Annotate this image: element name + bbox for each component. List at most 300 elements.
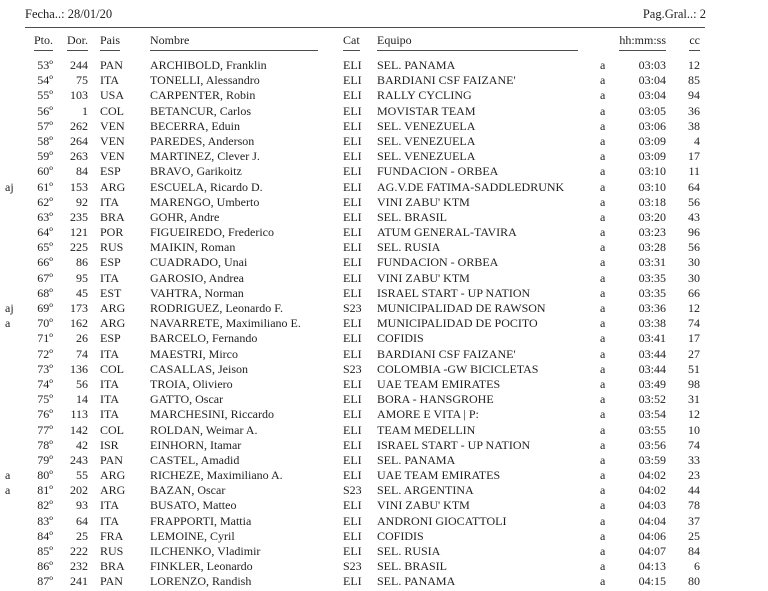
row-dorsal: 225: [70, 240, 88, 255]
row-category: S23: [343, 483, 362, 498]
row-gap-marker: a: [600, 88, 606, 103]
row-position: 78º: [37, 437, 53, 452]
row-team: SEL. RUSIA: [377, 544, 441, 558]
row-time-gap: 04:13: [638, 559, 666, 574]
row-category: ELI: [343, 194, 362, 209]
row-time-gap: 04:04: [638, 513, 666, 528]
table-row: [0, 423, 768, 438]
row-bonus-marker: a: [5, 468, 11, 483]
row-country: ARG: [100, 483, 126, 498]
table-row: [0, 119, 768, 134]
table-row: [0, 574, 768, 589]
row-time-gap: 03:04: [638, 88, 666, 103]
table-row: [0, 331, 768, 346]
row-country: VEN: [100, 133, 125, 148]
row-category: ELI: [343, 346, 362, 361]
row-cc: 23: [688, 468, 700, 483]
row-country: ITA: [100, 73, 120, 88]
col-country: Pais: [100, 33, 120, 51]
row-dorsal: 92: [76, 194, 88, 209]
row-country: PAN: [100, 452, 123, 467]
row-name: ARCHIBOLD, Franklin: [150, 58, 267, 72]
row-position: 65º: [37, 240, 53, 255]
row-gap-marker: a: [600, 301, 606, 315]
row-name: GATTO, Oscar: [150, 392, 224, 407]
row-team: FUNDACION - ORBEA: [377, 255, 499, 270]
row-name: MAESTRI, Mirco: [150, 346, 238, 361]
row-dorsal: 75: [76, 73, 88, 88]
row-position: 66º: [37, 255, 53, 270]
row-cc: 43: [688, 209, 700, 224]
row-dorsal: 142: [70, 422, 88, 437]
row-dorsal: 235: [70, 209, 88, 224]
table-row: [0, 453, 768, 468]
row-name: BARCELO, Fernando: [150, 331, 258, 346]
row-time-gap: 03:38: [638, 316, 666, 331]
table-row: [0, 377, 768, 392]
row-gap-marker: a: [600, 346, 606, 361]
row-position: 77º: [37, 422, 53, 437]
row-name: BAZAN, Oscar: [150, 483, 226, 498]
table-row: [0, 544, 768, 559]
row-country: FRA: [100, 528, 124, 543]
row-category: ELI: [343, 574, 362, 589]
row-bonus-marker: aj: [5, 301, 14, 315]
row-time-gap: 04:15: [638, 574, 666, 589]
row-team: ISRAEL START - UP NATION: [377, 437, 531, 452]
row-name: LEMOINE, Cyril: [150, 528, 235, 543]
row-team: AG.V.DE FATIMA-SADDLEDRUNK: [377, 179, 565, 194]
row-position: 63º: [37, 209, 53, 224]
col-team: Equipo: [377, 33, 578, 51]
row-time-gap: 03:41: [638, 331, 666, 346]
row-category: S23: [343, 301, 362, 315]
row-category: ELI: [343, 437, 362, 452]
row-dorsal: 86: [76, 255, 88, 270]
table-row: [0, 529, 768, 544]
table-row: [0, 149, 768, 164]
row-country: ITA: [100, 407, 120, 422]
row-dorsal: 153: [70, 179, 88, 194]
row-position: 76º: [37, 407, 53, 422]
table-row: [0, 362, 768, 377]
table-row: [0, 559, 768, 574]
row-category: ELI: [343, 255, 362, 270]
row-country: VEN: [100, 149, 125, 164]
row-cc: 31: [688, 392, 700, 407]
row-country: BRA: [100, 559, 125, 574]
row-dorsal: 262: [70, 118, 88, 133]
row-cc: 36: [688, 103, 700, 118]
row-time-gap: 03:44: [638, 361, 666, 376]
row-dorsal: 103: [70, 88, 88, 103]
row-country: PAN: [100, 58, 123, 72]
row-position: 57º: [37, 118, 53, 133]
row-gap-marker: a: [600, 225, 606, 240]
row-bonus-marker: aj: [5, 179, 14, 194]
row-name: ESCUELA, Ricardo D.: [150, 179, 263, 194]
row-gap-marker: a: [600, 483, 606, 498]
row-country: ARG: [100, 301, 126, 315]
row-team: SEL. PANAMA: [377, 452, 456, 467]
table-row: [0, 498, 768, 513]
results-rows: [0, 58, 768, 590]
row-time-gap: 03:09: [638, 149, 666, 164]
row-cc: 38: [688, 118, 700, 133]
row-country: ESP: [100, 255, 121, 270]
table-row: [0, 301, 768, 316]
row-time-gap: 03:56: [638, 437, 666, 452]
row-dorsal: 121: [70, 225, 88, 240]
row-position: 81º: [37, 483, 53, 498]
col-position: Pto.: [34, 33, 53, 51]
row-position: 79º: [37, 452, 53, 467]
row-cc: 64: [688, 179, 700, 194]
row-cc: 74: [688, 437, 700, 452]
row-name: TROIA, Oliviero: [150, 376, 233, 391]
col-dorsal: Dor.: [67, 33, 88, 51]
date-label: Fecha..: 28/01/20: [25, 7, 113, 21]
row-dorsal: 244: [70, 58, 88, 72]
row-gap-marker: a: [600, 194, 606, 209]
row-gap-marker: a: [600, 58, 606, 72]
row-team: UAE TEAM EMIRATES: [377, 376, 501, 391]
row-team: MOVISTAR TEAM: [377, 103, 476, 118]
row-name: CASALLAS, Jeison: [150, 361, 249, 376]
row-cc: 17: [688, 331, 700, 346]
row-category: ELI: [343, 164, 362, 179]
page-header: [0, 0, 768, 22]
row-gap-marker: a: [600, 133, 606, 148]
row-team: SEL. RUSIA: [377, 240, 441, 255]
row-gap-marker: a: [600, 437, 606, 452]
row-gap-marker: a: [600, 513, 606, 528]
row-position: 73º: [37, 361, 53, 376]
row-position: 74º: [37, 376, 53, 391]
table-row: [0, 468, 768, 483]
row-gap-marker: a: [600, 179, 606, 194]
row-name: BRAVO, Garikoitz: [150, 164, 242, 179]
row-dorsal: 113: [70, 407, 88, 422]
row-gap-marker: a: [600, 452, 606, 467]
row-gap-marker: a: [600, 544, 606, 558]
row-time-gap: 03:44: [638, 346, 666, 361]
row-gap-marker: a: [600, 574, 606, 589]
row-cc: 66: [688, 285, 700, 300]
col-cc: cc: [689, 33, 700, 51]
row-cc: 56: [688, 194, 700, 209]
row-position: 82º: [37, 498, 53, 513]
row-country: ITA: [100, 376, 120, 391]
row-dorsal: 74: [76, 346, 88, 361]
row-country: ARG: [100, 179, 126, 194]
row-gap-marker: a: [600, 103, 606, 118]
row-country: PAN: [100, 574, 123, 589]
row-dorsal: 64: [76, 513, 88, 528]
row-country: EST: [100, 285, 122, 300]
row-dorsal: 136: [70, 361, 88, 376]
row-team: SEL. VENEZUELA: [377, 149, 476, 164]
row-cc: 30: [688, 270, 700, 285]
row-name: CARPENTER, Robin: [150, 88, 256, 103]
table-row: [0, 286, 768, 301]
row-category: ELI: [343, 225, 362, 240]
row-team: COFIDIS: [377, 528, 424, 543]
row-position: 86º: [37, 559, 53, 574]
table-row: [0, 271, 768, 286]
row-team: VINI ZABU' KTM: [377, 270, 470, 285]
row-team: SEL. VENEZUELA: [377, 118, 476, 133]
row-time-gap: 04:02: [638, 483, 666, 498]
row-team: ANDRONI GIOCATTOLI: [377, 513, 507, 528]
row-cc: 56: [688, 240, 700, 255]
row-name: MARENGO, Umberto: [150, 194, 260, 209]
row-dorsal: 14: [76, 392, 88, 407]
row-category: ELI: [343, 316, 362, 331]
row-team: RALLY CYCLING: [377, 88, 472, 103]
row-dorsal: 93: [76, 498, 88, 513]
row-cc: 44: [688, 483, 700, 498]
row-position: 80º: [37, 468, 53, 483]
row-name: MARTINEZ, Clever J.: [150, 149, 260, 164]
row-country: RUS: [100, 544, 124, 558]
row-cc: 94: [688, 88, 700, 103]
row-time-gap: 03:10: [638, 164, 666, 179]
row-name: CASTEL, Amadid: [150, 452, 240, 467]
row-name: PAREDES, Anderson: [150, 133, 255, 148]
row-category: ELI: [343, 179, 362, 194]
row-position: 62º: [37, 194, 53, 209]
row-country: ARG: [100, 468, 126, 483]
table-row: [0, 88, 768, 103]
row-gap-marker: a: [600, 528, 606, 543]
row-dorsal: 264: [70, 133, 88, 148]
row-position: 87º: [37, 574, 53, 589]
table-row: [0, 347, 768, 362]
table-row: [0, 240, 768, 255]
row-position: 70º: [37, 316, 53, 331]
row-cc: 98: [688, 376, 700, 391]
row-gap-marker: a: [600, 118, 606, 133]
row-dorsal: 243: [70, 452, 88, 467]
row-dorsal: 162: [70, 316, 88, 331]
row-dorsal: 26: [76, 331, 88, 346]
row-category: ELI: [343, 498, 362, 513]
row-time-gap: 03:23: [638, 225, 666, 240]
row-position: 84º: [37, 528, 53, 543]
row-gap-marker: a: [600, 422, 606, 437]
row-name: BECERRA, Eduin: [150, 118, 241, 133]
row-category: ELI: [343, 528, 362, 543]
row-time-gap: 03:18: [638, 194, 666, 209]
row-time-gap: 03:10: [638, 179, 666, 194]
row-cc: 11: [688, 164, 700, 179]
row-category: ELI: [343, 285, 362, 300]
row-name: FRAPPORTI, Mattia: [150, 513, 252, 528]
row-gap-marker: a: [600, 270, 606, 285]
row-position: 71º: [37, 331, 53, 346]
row-time-gap: 03:28: [638, 240, 666, 255]
row-cc: 33: [688, 452, 700, 467]
row-team: COLOMBIA -GW BICICLETAS: [377, 361, 539, 376]
row-category: ELI: [343, 270, 362, 285]
row-bonus-marker: a: [5, 316, 11, 331]
row-country: BRA: [100, 209, 125, 224]
row-gap-marker: a: [600, 149, 606, 164]
row-position: 75º: [37, 392, 53, 407]
row-dorsal: 1: [82, 103, 88, 118]
table-row: [0, 407, 768, 422]
row-country: COL: [100, 103, 124, 118]
row-time-gap: 04:02: [638, 468, 666, 483]
row-time-gap: 03:04: [638, 73, 666, 88]
row-dorsal: 222: [70, 544, 88, 558]
row-time-gap: 03:31: [638, 255, 666, 270]
table-row: [0, 58, 768, 73]
row-time-gap: 03:54: [638, 407, 666, 422]
row-position: 69º: [37, 301, 53, 315]
row-position: 72º: [37, 346, 53, 361]
row-gap-marker: a: [600, 498, 606, 513]
table-row: [0, 255, 768, 270]
row-team: TEAM MEDELLIN: [377, 422, 476, 437]
row-position: 68º: [37, 285, 53, 300]
row-category: ELI: [343, 149, 362, 164]
row-time-gap: 04:07: [638, 544, 666, 558]
row-gap-marker: a: [600, 316, 606, 331]
row-position: 53º: [37, 58, 53, 72]
row-team: SEL. PANAMA: [377, 58, 456, 72]
row-position: 60º: [37, 164, 53, 179]
row-cc: 37: [688, 513, 700, 528]
row-position: 58º: [37, 133, 53, 148]
column-headers: [0, 28, 768, 54]
row-time-gap: 03:36: [638, 301, 666, 315]
row-gap-marker: a: [600, 376, 606, 391]
table-row: [0, 210, 768, 225]
row-position: 59º: [37, 149, 53, 164]
row-cc: 80: [688, 574, 700, 589]
row-category: S23: [343, 361, 362, 376]
row-position: 67º: [37, 270, 53, 285]
row-bonus-marker: a: [5, 483, 11, 498]
row-country: ITA: [100, 270, 120, 285]
row-gap-marker: a: [600, 255, 606, 270]
row-name: BUSATO, Matteo: [150, 498, 237, 513]
row-dorsal: 84: [76, 164, 88, 179]
row-position: 56º: [37, 103, 53, 118]
row-category: ELI: [343, 422, 362, 437]
row-cc: 12: [688, 407, 700, 422]
row-team: VINI ZABU' KTM: [377, 194, 470, 209]
row-team: BORA - HANSGROHE: [377, 392, 494, 407]
row-time-gap: 04:06: [638, 528, 666, 543]
col-time: hh:mm:ss: [619, 33, 666, 51]
table-row: [0, 225, 768, 240]
row-gap-marker: a: [600, 285, 606, 300]
table-row: [0, 73, 768, 88]
row-country: POR: [100, 225, 124, 240]
row-category: ELI: [343, 88, 362, 103]
row-gap-marker: a: [600, 392, 606, 407]
row-name: TONELLI, Alessandro: [150, 73, 260, 88]
row-time-gap: 03:59: [638, 452, 666, 467]
row-category: ELI: [343, 133, 362, 148]
row-cc: 4: [694, 133, 700, 148]
row-country: VEN: [100, 118, 125, 133]
row-time-gap: 03:35: [638, 270, 666, 285]
table-row: [0, 104, 768, 119]
row-name: LORENZO, Randish: [150, 574, 252, 589]
row-team: SEL. ARGENTINA: [377, 483, 474, 498]
row-country: ITA: [100, 346, 120, 361]
row-name: CUADRADO, Unai: [150, 255, 248, 270]
row-country: COL: [100, 361, 124, 376]
row-position: 83º: [37, 513, 53, 528]
row-country: ITA: [100, 498, 120, 513]
row-team: FUNDACION - ORBEA: [377, 164, 499, 179]
row-cc: 85: [688, 73, 700, 88]
row-country: COL: [100, 422, 124, 437]
table-row: [0, 180, 768, 195]
row-country: ISR: [100, 437, 119, 452]
table-row: [0, 514, 768, 529]
row-team: SEL. VENEZUELA: [377, 133, 476, 148]
row-cc: 10: [688, 422, 700, 437]
row-team: COFIDIS: [377, 331, 424, 346]
row-country: ESP: [100, 164, 121, 179]
row-category: ELI: [343, 73, 362, 88]
table-row: [0, 316, 768, 331]
row-dorsal: 241: [70, 574, 88, 589]
row-name: FINKLER, Leonardo: [150, 559, 253, 574]
row-gap-marker: a: [600, 240, 606, 255]
table-row: [0, 483, 768, 498]
row-time-gap: 03:05: [638, 103, 666, 118]
row-category: ELI: [343, 544, 362, 558]
row-team: AMORE E VITA | P:: [377, 407, 479, 422]
row-name: RODRIGUEZ, Leonardo F.: [150, 301, 284, 315]
row-country: ITA: [100, 194, 120, 209]
row-category: ELI: [343, 118, 362, 133]
row-name: VAHTRA, Norman: [150, 285, 244, 300]
table-row: [0, 164, 768, 179]
row-team: ATUM GENERAL-TAVIRA: [377, 225, 517, 240]
row-gap-marker: a: [600, 407, 606, 422]
row-name: RICHEZE, Maximiliano A.: [150, 468, 283, 483]
row-name: FIGUEIREDO, Frederico: [150, 225, 274, 240]
table-row: [0, 195, 768, 210]
row-category: ELI: [343, 513, 362, 528]
table-row: [0, 134, 768, 149]
row-category: ELI: [343, 407, 362, 422]
row-category: ELI: [343, 331, 362, 346]
row-name: ROLDAN, Weimar A.: [150, 422, 258, 437]
row-team: MUNICIPALIDAD DE RAWSON: [377, 301, 546, 315]
row-cc: 84: [688, 544, 700, 558]
row-name: MAIKIN, Roman: [150, 240, 236, 255]
row-country: USA: [100, 88, 125, 103]
row-gap-marker: a: [600, 361, 606, 376]
row-name: GAROSIO, Andrea: [150, 270, 244, 285]
row-time-gap: 03:03: [638, 58, 666, 72]
row-position: 54º: [37, 73, 53, 88]
row-category: ELI: [343, 58, 362, 72]
row-gap-marker: a: [600, 331, 606, 346]
row-time-gap: 03:20: [638, 209, 666, 224]
row-category: S23: [343, 559, 362, 574]
row-gap-marker: a: [600, 468, 606, 483]
